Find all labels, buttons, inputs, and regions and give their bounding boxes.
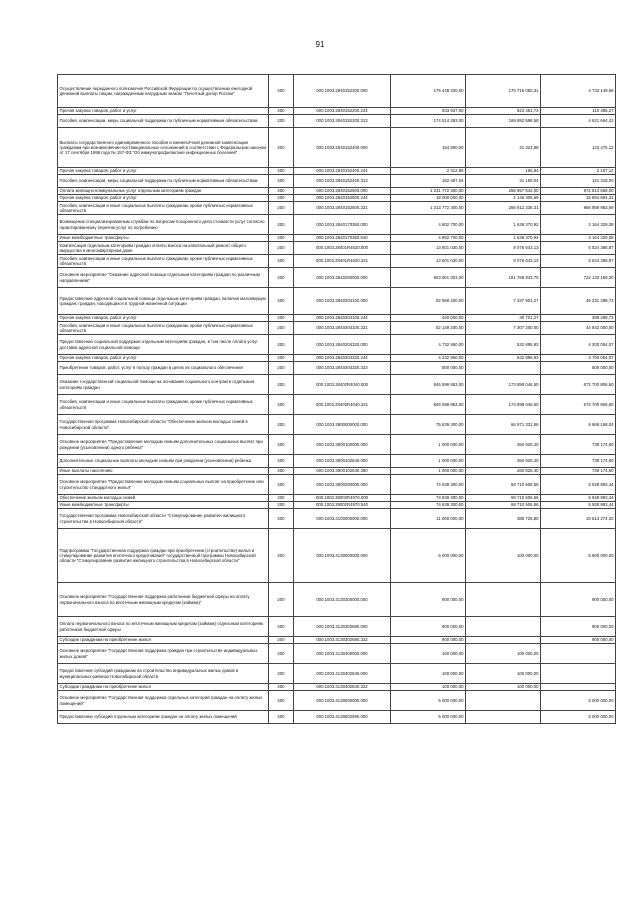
row-name-cell: Иные межбюджетные трансферты — [58, 502, 269, 509]
table-row — [58, 711, 616, 724]
row-approved-amount-cell: 4 732 950,00 — [391, 335, 466, 355]
row-classification-code-cell: 000.1003.2840152400.244 — [294, 168, 391, 175]
row-name-cell: Дополнительные социальные выплаты молодым семьям при рождении (усыновлении) ребенка — [58, 455, 269, 468]
row-classification-code-cell: 000.1003.2840152200.244 — [294, 108, 391, 115]
row-executed-amount-cell: 8 076 643,13 — [466, 242, 541, 255]
row-name-cell: Приобретение товаров, работ, услуг в пользу граждан в целях их социального обеспечения — [58, 362, 269, 375]
row-name-cell: Пособия, компенсации и иные социальные выплаты гражданам, кроме публичных нормативных обязательств — [58, 395, 269, 415]
row-code-cell: 200 — [269, 395, 294, 415]
row-executed-amount-cell: 260 825,40 — [466, 455, 541, 468]
row-code-cell: 200 — [269, 188, 294, 195]
row-executed-amount-cell: 256 812 336,31 — [466, 202, 541, 215]
row-executed-amount-cell: 68 710 506,56 — [466, 495, 541, 502]
row-classification-code-cell: 000.1003.2840204100.000 — [294, 288, 391, 315]
row-approved-amount-cell: 74 639 300,00 — [391, 475, 466, 495]
row-executed-amount-cell — [466, 637, 541, 644]
row-approved-amount-cell: 100 000,00 — [391, 684, 466, 691]
row-unexecuted-amount-cell: 739 174,60 — [541, 455, 616, 468]
row-approved-amount-cell: 1 231 772 300,00 — [391, 188, 466, 195]
row-code-cell: 200 — [269, 268, 294, 288]
row-classification-code-cell: 000.1003.2840152500.321 — [294, 202, 391, 215]
row-name-cell: Обеспечение жильем молодых семей — [58, 495, 269, 502]
table-row — [58, 617, 616, 637]
row-name-cell: Государственная программа Новосибирской области "Обеспечение жильем молодых семей в Новосибирской области" — [58, 415, 269, 435]
table-row — [58, 255, 616, 268]
row-unexecuted-amount-cell: 5 928 993,44 — [541, 502, 616, 509]
table-row — [58, 637, 616, 644]
row-unexecuted-amount-cell: 389 298,73 — [541, 315, 616, 322]
table-row — [58, 195, 616, 202]
row-approved-amount-cell: 903 901 003,00 — [391, 268, 466, 288]
row-unexecuted-amount-cell: 3 164 329,08 — [541, 215, 616, 235]
row-code-cell: 200 — [269, 128, 294, 168]
row-code-cell: 200 — [269, 435, 294, 455]
table-row — [58, 362, 616, 375]
row-executed-amount-cell — [466, 362, 541, 375]
row-approved-amount-cell: 154 800,00 — [391, 128, 466, 168]
table-row — [58, 684, 616, 691]
row-executed-amount-cell: 823 451,73 — [466, 108, 541, 115]
row-code-cell: 200 — [269, 315, 294, 322]
row-code-cell: 200 — [269, 475, 294, 495]
row-approved-amount-cell: 74 639 300,00 — [391, 495, 466, 502]
row-executed-amount-cell: 31 324,88 — [466, 128, 541, 168]
row-unexecuted-amount-cell: 672 700 806,50 — [541, 375, 616, 395]
row-name-cell: Пособия, компенсации, меры социальной поддержки по публичным нормативным обязательствам — [58, 115, 269, 128]
row-executed-amount-cell: 31 169,04 — [466, 175, 541, 188]
row-executed-amount-cell: 100 000,00 — [466, 529, 541, 583]
budget-table — [57, 74, 616, 724]
table-row — [58, 268, 616, 288]
row-code-cell: 200 — [269, 75, 294, 108]
table-row — [58, 455, 616, 468]
row-classification-code-cell: 000.1003.4130402840.000 — [294, 664, 391, 684]
row-name-cell: Субсидии гражданам на приобретение жилья — [58, 637, 269, 644]
row-unexecuted-amount-cell: 5 000 000,00 — [541, 691, 616, 711]
row-approved-amount-cell: 100 000,00 — [391, 644, 466, 664]
row-executed-amount-cell: 155,84 — [466, 168, 541, 175]
row-unexecuted-amount-cell: 2 157,12 — [541, 168, 616, 175]
row-unexecuted-amount-cell: 672 700 806,50 — [541, 395, 616, 415]
row-executed-amount-cell: 30 701,27 — [466, 315, 541, 322]
row-executed-amount-cell: 1 638 370,92 — [466, 235, 541, 242]
row-classification-code-cell: 000.1003.4130300000.000 — [294, 583, 391, 617]
row-name-cell: Оплата первоначального взноса по ипотечным жилищным кредитам (займам) отдельным категориям работников бюджетной сферы — [58, 617, 269, 637]
row-name-cell: Пособия, компенсации и иные социальные выплаты гражданам, кроме публичных нормативных обязательств — [58, 322, 269, 335]
row-code-cell: 200 — [269, 529, 294, 583]
row-classification-code-cell: 000.1003.4130602690.000 — [294, 711, 391, 724]
table-row — [58, 435, 616, 455]
row-code-cell: 200 — [269, 355, 294, 362]
row-approved-amount-cell: 420 000,00 — [391, 315, 466, 322]
row-classification-code-cell: 000.1003.28402R4040.000 — [294, 375, 391, 395]
row-code-cell: 200 — [269, 711, 294, 724]
row-executed-amount-cell: 68 710 506,56 — [466, 475, 541, 495]
row-executed-amount-cell: 100 000,00 — [466, 644, 541, 664]
row-code-cell: 200 — [269, 502, 294, 509]
row-name-cell: Предоставление субсидий отдельным категориям граждан на оплату жилых помещений — [58, 711, 269, 724]
row-name-cell: Прочая закупка товаров, работ и услуг — [58, 315, 269, 322]
row-code-cell: 200 — [269, 362, 294, 375]
row-classification-code-cell: 000.1003.2840204320.000 — [294, 335, 391, 355]
table-row — [58, 335, 616, 355]
row-code-cell: 200 — [269, 415, 294, 435]
row-approved-amount-cell: 174 514 263,00 — [391, 115, 466, 128]
row-name-cell: Прочая закупка товаров, работ и услуг — [58, 355, 269, 362]
row-name-cell: Основное мероприятие "Оказание адресной помощи отдельным категориям граждан по различным направлениям" — [58, 268, 269, 288]
row-unexecuted-amount-cell: 10 614 274,20 — [541, 509, 616, 529]
row-approved-amount-cell: 100 000,00 — [391, 664, 466, 684]
row-approved-amount-cell: 1 000 000,00 — [391, 468, 466, 475]
row-name-cell: Предоставление субсидий гражданам на строительство индивидуальных жилых домов в муниципальных районах Новосибирской области — [58, 664, 269, 684]
row-classification-code-cell: 000.1003.3900100000.000 — [294, 435, 391, 455]
row-classification-code-cell: 000.1003.2840152400.313 — [294, 175, 391, 188]
table-row — [58, 235, 616, 242]
row-unexecuted-amount-cell: 5 928 993,44 — [541, 495, 616, 502]
row-name-cell: Основное мероприятие "Предоставление молодым семьям дополнительных социальных выплат при рождении (усыновлении) одного ребенка" — [58, 435, 269, 455]
table-row — [58, 691, 616, 711]
row-approved-amount-cell: 11 000 000,00 — [391, 509, 466, 529]
row-code-cell: 200 — [269, 235, 294, 242]
table-row — [58, 502, 616, 509]
row-unexecuted-amount-cell: 110 485,27 — [541, 108, 616, 115]
row-unexecuted-amount-cell: 15 854 694,31 — [541, 195, 616, 202]
row-unexecuted-amount-cell: 900 000,00 — [541, 617, 616, 637]
row-approved-amount-cell: 13 601 030,00 — [391, 255, 466, 268]
budget-table-body — [58, 75, 616, 724]
row-approved-amount-cell: 900 000,00 — [391, 617, 466, 637]
row-classification-code-cell: 000.1003.2840152200.000 — [294, 75, 391, 108]
row-name-cell: Основное мероприятие "Предоставление молодым семьям социальных выплат на приобретение или строительство стандартного жилья" — [58, 475, 269, 495]
row-unexecuted-amount-cell: 8 668 168,04 — [541, 415, 616, 435]
row-unexecuted-amount-cell: 972 814 658,00 — [541, 188, 616, 195]
row-executed-amount-cell: 2 145 305,69 — [466, 195, 541, 202]
row-unexecuted-amount-cell: 45 231 298,73 — [541, 288, 616, 315]
table-row — [58, 375, 616, 395]
row-name-cell: Подпрограмма "Государственная поддержка граждан при приобретении (строительстве) жилья и стимулирование развития ипотечного кредитования" государственной программы Новосибирской области "Стимулирование развития жилищного строительства в Новосибирской области" — [58, 529, 269, 583]
table-row — [58, 415, 616, 435]
row-name-cell: Иные выплаты населению — [58, 468, 269, 475]
row-unexecuted-amount-cell: 5 000 000,00 — [541, 711, 616, 724]
row-code-cell: 200 — [269, 664, 294, 684]
row-executed-amount-cell: 8 076 643,13 — [466, 255, 541, 268]
row-name-cell: Предоставление социальной поддержки отдельным категориям граждан, в том числе оплата услуг доставки адресной социальной помощи — [58, 335, 269, 355]
table-row — [58, 188, 616, 195]
row-name-cell: Прочая закупка товаров, работ и услуг — [58, 168, 269, 175]
row-executed-amount-cell: 7 307 200,00 — [466, 322, 541, 335]
row-approved-amount-cell: 152 487,04 — [391, 175, 466, 188]
row-unexecuted-amount-cell — [541, 664, 616, 684]
row-unexecuted-amount-cell: 900 000,00 — [541, 583, 616, 617]
table-row — [58, 355, 616, 362]
row-executed-amount-cell: 260 825,40 — [466, 468, 541, 475]
row-name-cell: Оплата жилищно-коммунальных услуг отдельным категориям граждан — [58, 188, 269, 195]
row-classification-code-cell: 000.1003.2840204320.244 — [294, 355, 391, 362]
row-name-cell: Осуществление переданного полномочия Российской Федерации по осуществлению ежегодной денежной выплаты лицам, награжденным нагрудным знаком "Почетный донор России" — [58, 75, 269, 108]
table-row — [58, 168, 616, 175]
row-unexecuted-amount-cell: 3 700 054,07 — [541, 355, 616, 362]
row-name-cell: Основное мероприятие "Государственная поддержка граждан при строительстве индивидуальных жилых домов" — [58, 644, 269, 664]
row-classification-code-cell: 000.1003.3900102640.360 — [294, 468, 391, 475]
row-code-cell: 200 — [269, 468, 294, 475]
row-executed-amount-cell: 173 898 046,50 — [466, 375, 541, 395]
row-classification-code-cell: 000.1003.3900102640.000 — [294, 455, 391, 468]
row-executed-amount-cell: 173 898 046,50 — [466, 395, 541, 415]
row-approved-amount-cell: 75 639 300,00 — [391, 415, 466, 435]
table-row — [58, 644, 616, 664]
table-row — [58, 529, 616, 583]
row-name-cell: Основное мероприятие "Государственная поддержка работников бюджетной сферы на оплату первоначального взноса по ипотечным жилищным кредитам (займам)" — [58, 583, 269, 617]
row-unexecuted-amount-cell: 5 928 993,44 — [541, 475, 616, 495]
row-name-cell: Предоставление адресной социальной помощи отдельным категориям граждан, включая малоимущих граждан, граждан, находящихся в трудной жизненной ситуации — [58, 288, 269, 315]
row-code-cell: 200 — [269, 509, 294, 529]
row-approved-amount-cell: 900 000,00 — [391, 583, 466, 617]
row-name-cell: Возмещение специализированным службам по вопросам похоронного дела стоимости услуг согласно гарантированному перечню услуг по погребению — [58, 215, 269, 235]
row-classification-code-cell: 000.1003.4130302680.322 — [294, 637, 391, 644]
table-row — [58, 175, 616, 188]
row-code-cell: 200 — [269, 644, 294, 664]
table-row — [58, 509, 616, 529]
table-row — [58, 215, 616, 235]
table-row — [58, 395, 616, 415]
row-executed-amount-cell — [466, 583, 541, 617]
row-unexecuted-amount-cell: 123 475,12 — [541, 128, 616, 168]
row-name-cell: Субсидии гражданам на приобретение жилья — [58, 684, 269, 691]
row-executed-amount-cell — [466, 617, 541, 637]
row-code-cell: 200 — [269, 455, 294, 468]
row-classification-code-cell: 000.1003.2840152400.000 — [294, 128, 391, 168]
row-classification-code-cell: 000.1003.4130600000.000 — [294, 691, 391, 711]
row-approved-amount-cell: 933 937,00 — [391, 108, 466, 115]
row-classification-code-cell: 000.1003.4130000000.000 — [294, 529, 391, 583]
row-unexecuted-amount-cell: 121 318,00 — [541, 175, 616, 188]
row-code-cell: 200 — [269, 583, 294, 617]
row-classification-code-cell: 000.1003.2840204100.321 — [294, 322, 391, 335]
row-unexecuted-amount-cell: 4 732 149,69 — [541, 75, 616, 108]
row-executed-amount-cell: 385 725,80 — [466, 509, 541, 529]
row-unexecuted-amount-cell: 4 621 664,42 — [541, 115, 616, 128]
row-classification-code-cell: 000.1003.28402R4040.321 — [294, 395, 391, 415]
table-row — [58, 468, 616, 475]
row-classification-code-cell: 000.1003.39002R4970.540 — [294, 502, 391, 509]
row-classification-code-cell: 000.1003.39002R4970.000 — [294, 495, 391, 502]
table-row — [58, 583, 616, 617]
row-approved-amount-cell: 2 312,96 — [391, 168, 466, 175]
row-executed-amount-cell: 1 638 370,92 — [466, 215, 541, 235]
row-classification-code-cell: 000.1003.2840170360.540 — [294, 235, 391, 242]
row-classification-code-cell: 000.1003.2840200000.000 — [294, 268, 391, 288]
row-executed-amount-cell: 7 337 901,27 — [466, 288, 541, 315]
row-approved-amount-cell: 1 000 000,00 — [391, 435, 466, 455]
row-unexecuted-amount-cell: 5 524 386,87 — [541, 242, 616, 255]
row-code-cell: 200 — [269, 202, 294, 215]
row-approved-amount-cell: 74 639 300,00 — [391, 502, 466, 509]
row-code-cell: 200 — [269, 255, 294, 268]
row-code-cell: 200 — [269, 175, 294, 188]
row-code-cell: 200 — [269, 288, 294, 315]
row-executed-amount-cell: 258 957 642,00 — [466, 188, 541, 195]
row-classification-code-cell: 000.1003.3900000000.000 — [294, 415, 391, 435]
row-name-cell: Прочая закупка товаров, работ и услуг — [58, 195, 269, 202]
row-classification-code-cell: 000.1003.4130402840.322 — [294, 684, 391, 691]
row-executed-amount-cell — [466, 711, 541, 724]
row-classification-code-cell: 000.1003.2840152500.000 — [294, 188, 391, 195]
row-approved-amount-cell: 846 598 853,00 — [391, 395, 466, 415]
row-executed-amount-cell: 532 895,93 — [466, 355, 541, 362]
row-approved-amount-cell: 52 149 200,00 — [391, 322, 466, 335]
row-code-cell: 200 — [269, 691, 294, 711]
row-executed-amount-cell: 100 000,00 — [466, 664, 541, 684]
table-row — [58, 664, 616, 684]
row-classification-code-cell: 000.1003.2840152500.244 — [294, 195, 391, 202]
row-approved-amount-cell: 52 569 200,00 — [391, 288, 466, 315]
row-name-cell: Выплаты государственного единовременного пособия и ежемесячной денежной компенсации гражданам при возникновении поствакцинальных осложнений в соответствии с Федеральным законом от 17 сентября 1998 года № 157-ФЗ "Об иммунопрофилактике инфекционных болезней" — [58, 128, 269, 168]
row-approved-amount-cell: 846 598 853,00 — [391, 375, 466, 395]
row-code-cell: 200 — [269, 115, 294, 128]
row-approved-amount-cell: 4 802 700,00 — [391, 235, 466, 242]
row-name-cell: Основное мероприятие "Государственная поддержка отдельных категорий граждан на оплату жилых помещений" — [58, 691, 269, 711]
row-code-cell: 200 — [269, 242, 294, 255]
row-unexecuted-amount-cell: 3 164 329,08 — [541, 235, 616, 242]
row-unexecuted-amount-cell: 500 000,00 — [541, 362, 616, 375]
row-executed-amount-cell — [466, 691, 541, 711]
table-row — [58, 115, 616, 128]
row-code-cell: 200 — [269, 215, 294, 235]
row-classification-code-cell: 000.1003.4130302680.000 — [294, 617, 391, 637]
row-unexecuted-amount-cell — [541, 684, 616, 691]
row-classification-code-cell: 000.1003.4100000000.000 — [294, 509, 391, 529]
row-name-cell: Пособия, компенсации, меры социальной поддержки по публичным нормативным обязательствам — [58, 175, 269, 188]
row-unexecuted-amount-cell: 956 959 963,69 — [541, 202, 616, 215]
table-row — [58, 202, 616, 215]
table-row — [58, 75, 616, 108]
row-name-cell: Пособия, компенсации и иные социальные выплаты гражданам, кроме публичных нормативных обязательств — [58, 202, 269, 215]
row-executed-amount-cell: 532 895,93 — [466, 335, 541, 355]
row-classification-code-cell: 000.1003.28401R4620.321 — [294, 255, 391, 268]
row-name-cell: Прочая закупка товаров, работ и услуг — [58, 108, 269, 115]
row-executed-amount-cell: 66 971 331,56 — [466, 415, 541, 435]
row-approved-amount-cell: 13 601 030,00 — [391, 242, 466, 255]
row-unexecuted-amount-cell: 739 174,60 — [541, 468, 616, 475]
row-approved-amount-cell: 4 802 700,00 — [391, 215, 466, 235]
page-number: 91 — [315, 40, 325, 49]
row-unexecuted-amount-cell: 5 900 000,00 — [541, 529, 616, 583]
table-row — [58, 128, 616, 168]
row-code-cell: 200 — [269, 168, 294, 175]
row-name-cell: Иные межбюджетные трансферты — [58, 235, 269, 242]
row-classification-code-cell: 000.1003.2840204320.323 — [294, 362, 391, 375]
row-approved-amount-cell: 6 000 000,00 — [391, 529, 466, 583]
row-executed-amount-cell: 181 768 843,70 — [466, 268, 541, 288]
row-unexecuted-amount-cell: 5 524 386,87 — [541, 255, 616, 268]
row-unexecuted-amount-cell: 4 200 054,07 — [541, 335, 616, 355]
row-code-cell: 200 — [269, 637, 294, 644]
row-name-cell: Оказание государственной социальной помощи на основании социального контракта отдельным категориям граждан — [58, 375, 269, 395]
row-approved-amount-cell: 1 213 772 300,00 — [391, 202, 466, 215]
row-name-cell: Компенсация отдельным категориям граждан оплаты взноса на капитальный ремонт общего имущества в многоквартирном доме — [58, 242, 269, 255]
row-code-cell: 200 — [269, 617, 294, 637]
row-code-cell: 200 — [269, 108, 294, 115]
row-executed-amount-cell: 100 000,00 — [466, 684, 541, 691]
row-code-cell: 200 — [269, 335, 294, 355]
row-classification-code-cell: 000.1003.3900200000.000 — [294, 475, 391, 495]
row-code-cell: 200 — [269, 375, 294, 395]
row-approved-amount-cell: 500 000,00 — [391, 362, 466, 375]
row-executed-amount-cell: 68 710 506,56 — [466, 502, 541, 509]
row-classification-code-cell: 000.1003.2840204100.244 — [294, 315, 391, 322]
row-code-cell: 200 — [269, 684, 294, 691]
row-executed-amount-cell: 169 892 598,58 — [466, 115, 541, 128]
row-approved-amount-cell: 5 000 000,00 — [391, 711, 466, 724]
table-row — [58, 108, 616, 115]
row-executed-amount-cell: 170 716 050,31 — [466, 75, 541, 108]
row-name-cell: Государственная программа Новосибирской области "Стимулирование развития жилищного строительства в Новосибирской области" — [58, 509, 269, 529]
row-executed-amount-cell: 260 825,40 — [466, 435, 541, 455]
row-approved-amount-cell: 1 000 000,00 — [391, 455, 466, 468]
row-unexecuted-amount-cell: 722 132 159,30 — [541, 268, 616, 288]
row-classification-code-cell: 000.1003.2840170360.000 — [294, 215, 391, 235]
row-name-cell: Пособия, компенсации и иные социальные выплаты гражданам, кроме публичных нормативных обязательств — [58, 255, 269, 268]
row-unexecuted-amount-cell — [541, 644, 616, 664]
row-unexecuted-amount-cell: 900 000,00 — [541, 637, 616, 644]
row-unexecuted-amount-cell: 44 842 000,00 — [541, 322, 616, 335]
table-row — [58, 495, 616, 502]
row-classification-code-cell: 000.1003.4130400000.000 — [294, 644, 391, 664]
row-code-cell: 200 — [269, 495, 294, 502]
row-approved-amount-cell: 900 000,00 — [391, 637, 466, 644]
row-unexecuted-amount-cell: 739 174,60 — [541, 435, 616, 455]
table-row — [58, 288, 616, 315]
table-row — [58, 315, 616, 322]
table-row — [58, 242, 616, 255]
table-row — [58, 322, 616, 335]
row-classification-code-cell: 000.1003.28401R4620.000 — [294, 242, 391, 255]
row-classification-code-cell: 000.1003.2840152200.313 — [294, 115, 391, 128]
row-code-cell: 200 — [269, 322, 294, 335]
row-approved-amount-cell: 175 448 200,00 — [391, 75, 466, 108]
row-approved-amount-cell: 4 232 950,00 — [391, 355, 466, 362]
row-code-cell: 200 — [269, 195, 294, 202]
row-approved-amount-cell: 5 000 000,00 — [391, 691, 466, 711]
table-row — [58, 475, 616, 495]
row-approved-amount-cell: 18 000 000,00 — [391, 195, 466, 202]
